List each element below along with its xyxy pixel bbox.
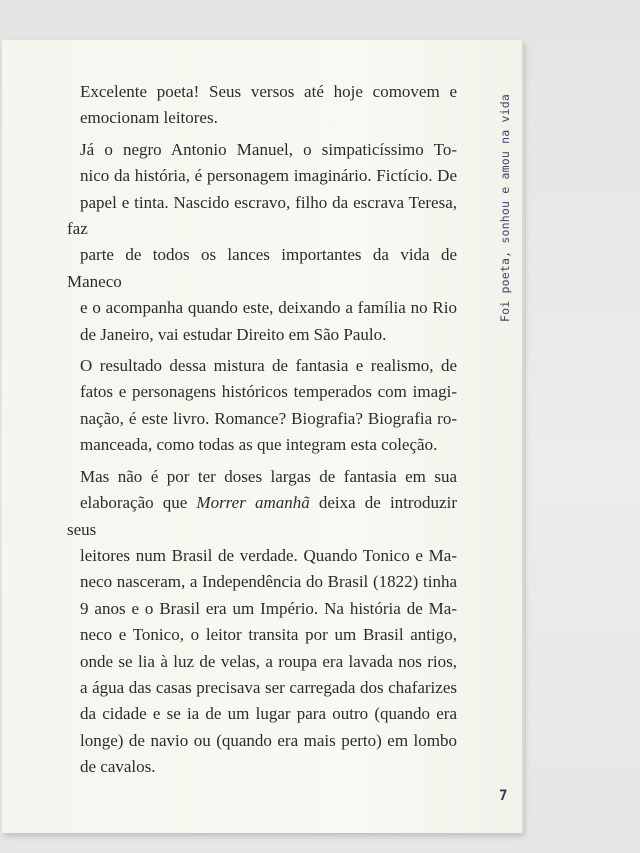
text-segment: deixa de introduzir seus: [67, 493, 457, 539]
text-line: de cavalos.: [80, 757, 156, 777]
page-edge: [522, 44, 526, 831]
text-line: parte de todos os lances importantes da vida de Maneco: [67, 245, 457, 291]
paragraph-2: [67, 137, 457, 348]
text-line: emocionam leitores.: [80, 108, 218, 128]
text-line: da cidade e se ia de um lugar para outro (quando era: [80, 704, 457, 724]
text-line: manceada, como todas as que integram esta coleção.: [80, 435, 438, 455]
text-line: neco nasceram, a Independência do Brasil (1822) tinha: [80, 572, 457, 592]
text-line: Mas não é por ter doses largas de fantasia em sua: [80, 466, 457, 486]
text-line: [67, 490, 457, 543]
text-line: papel e tinta. Nascido escravo, filho da escrava Teresa, faz: [67, 192, 457, 239]
book-title: Morrer amanhã: [196, 493, 310, 513]
text-line: a água das casas precisava ser carregada dos chafarizes: [80, 677, 457, 697]
text-line: neco e Tonico, o leitor transita por um Brasil antigo,: [80, 625, 457, 645]
paragraph-3: [67, 353, 457, 459]
running-header-text: Foi poeta, sonhou e amou na vida: [498, 94, 512, 322]
text-line: fatos e personagens históricos temperados com imagi-: [80, 382, 457, 402]
text-line: Já o negro Antonio Manuel, o simpaticíssimo To-: [80, 139, 457, 159]
page-number: 7: [499, 788, 508, 804]
paragraph-4: [67, 464, 457, 781]
paragraph-1: [67, 79, 457, 132]
text-line: nação, é este livro. Romance? Biografia? Biografia ro-: [80, 408, 457, 428]
text-line: de Janeiro, vai estudar Direito em São Paulo.: [80, 324, 387, 344]
text-line: onde se lia à luz de velas, a roupa era lavada nos rios,: [80, 651, 457, 671]
text-line: O resultado dessa mistura de fantasia e realismo, de: [80, 356, 457, 376]
text-line: Excelente poeta! Seus versos até hoje comovem e: [80, 82, 457, 101]
text-line: nico da história, é personagem imaginário. Fictício. De: [80, 166, 457, 186]
text-line: 9 anos e o Brasil era um Império. Na história de Ma-: [80, 598, 457, 618]
text-line: e o acompanha quando este, deixando a família no Rio: [80, 298, 457, 318]
body-text: [67, 79, 457, 781]
running-header: [498, 62, 520, 322]
text-line: longe) de navio ou (quando era mais perto) em lombo: [80, 730, 457, 750]
text-line: leitores num Brasil de verdade. Quando Tonico e Ma-: [80, 545, 457, 565]
text-segment: elaboração que: [80, 493, 197, 513]
